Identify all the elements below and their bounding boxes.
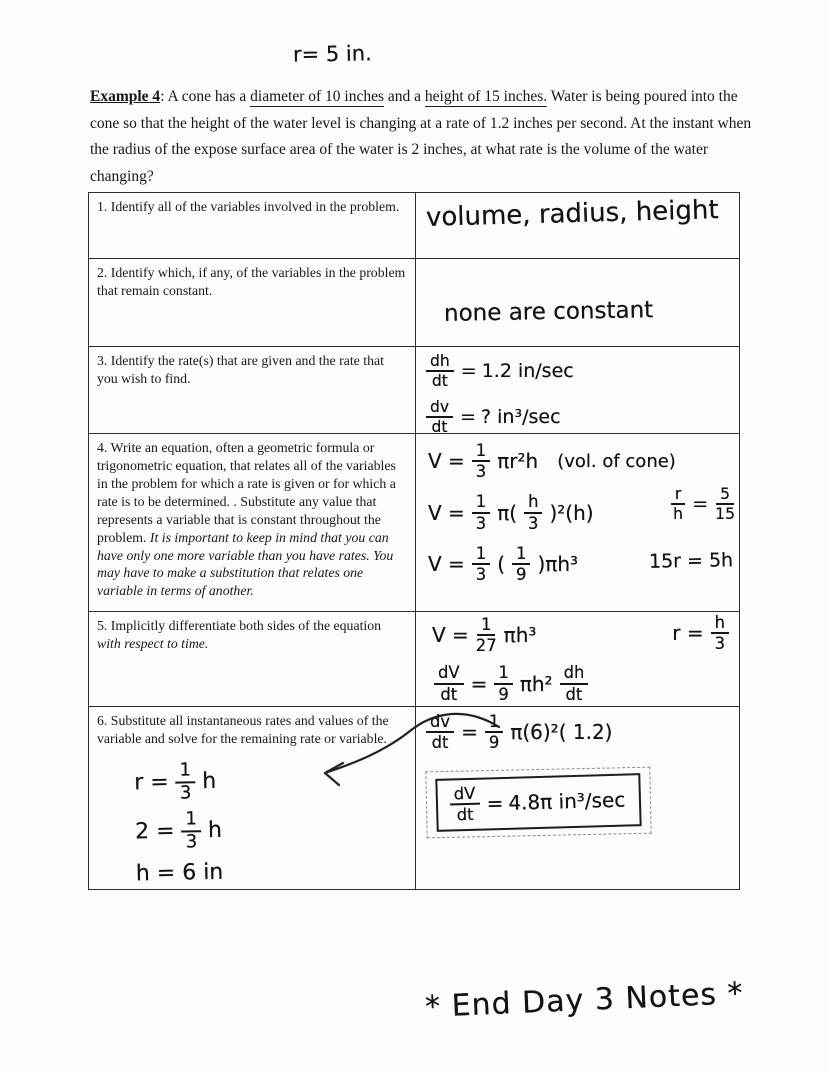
prompt-3-text: 3. Identify the rate(s) that are given and the rate that you wish to find.	[97, 353, 384, 386]
underlined-diameter-phrase: diameter of 10 inches	[250, 88, 385, 105]
substituted-formula-line: V = $\frac{1}{3}$ π( $\frac{h}{3}$ )²(h)	[428, 492, 594, 533]
final-answer-box: $\frac{dV}{dt}$ = 4.8π in³/sec	[435, 774, 642, 833]
table-row	[89, 434, 739, 612]
fraction-dv-dt: $\frac{dV}{dt}$	[449, 785, 480, 824]
handwritten-h-solution	[134, 757, 407, 888]
cone-volume-formula-line: V = $\frac{1}{3}$ πr²h (vol. of cone)	[428, 441, 676, 482]
prompt-cell-3	[89, 347, 416, 433]
r-equals-h-over-3-note: r = $\frac{h}{3}$	[672, 614, 731, 652]
two-equals-third-h-line: 2 = $\frac{1}{3}$ h	[134, 808, 223, 853]
example-label: Example 4	[90, 88, 161, 105]
volume-of-cone-note: (vol. of cone)	[557, 450, 676, 472]
answer-cell-1	[416, 193, 739, 258]
table-row	[89, 193, 739, 259]
prompt-4-text-1: 4. Write an equation, often a geometric formula or trigonometric equation, that relates all of the variables in the problem for which a rate is given or for which a rate is to be determined. .	[97, 440, 396, 509]
prompt-6-text: 6. Substitute all instantaneous rates and values of the variable and solve for the remaining rate or variable.	[97, 713, 389, 746]
table-row	[89, 707, 739, 889]
table-row	[89, 347, 739, 437]
rate-dh-dt-line: $\frac{dh}{dt}$ = 1.2 in/sec	[424, 353, 574, 390]
fraction-h-over-3: $\frac{h}{3}$	[711, 614, 729, 652]
fraction-one-third: $\frac{1}{3}$	[472, 442, 490, 480]
table-row	[89, 612, 739, 707]
handwritten-equations	[428, 442, 676, 583]
handwritten-differentiation	[432, 616, 590, 703]
prompt-5-text: 5. Implicitly differentiate both sides of the equation	[97, 618, 382, 633]
fraction-one-twentyseventh: $\frac{1}{27}$	[475, 615, 497, 656]
ratio-side-note: $\frac{r}{h}$ = $\frac{5}{15}$	[669, 486, 737, 523]
answer-cell-4	[416, 434, 739, 611]
prompt-2-text: 2. Identify which, if any, of the variables in the problem that remain constant.	[97, 265, 406, 298]
prompt-1-text: 1. Identify all of the variables involved in the problem.	[97, 199, 400, 214]
prompt-5-text-italic: with respect to time.	[97, 635, 209, 651]
prompt-cell-4	[89, 434, 416, 611]
proportion-side-note: 15r = 5h	[648, 549, 734, 573]
prompt-4-text-2: Substitute any value that represents a variable that is constant throughout the problem.	[97, 493, 381, 545]
underlined-height-phrase: height of 15 inches.	[424, 88, 548, 105]
example-text-1: : A cone has a	[160, 88, 251, 105]
fraction-one-third: $\frac{1}{3}$	[181, 810, 201, 852]
prompt-cell-5	[89, 612, 416, 706]
h-equals-6-line: h = 6 in	[135, 859, 224, 886]
prompt-cell-1	[89, 193, 416, 258]
substitution-line: $\frac{dv}{dt}$ = $\frac{1}{9}$ π(6)²( 1.2)	[424, 713, 651, 751]
fraction-dv-dt: $\frac{dv}{dt}$	[426, 399, 453, 436]
fraction-one-ninth: $\frac{1}{9}$	[512, 545, 530, 583]
answer-cell-6	[416, 707, 739, 889]
handwritten-rates	[424, 353, 574, 435]
handwritten-answer-constants: none are constant	[443, 297, 654, 327]
fraction-one-third: $\frac{1}{3}$	[472, 493, 490, 531]
simplified-formula-line: V = $\frac{1}{3}$ ( $\frac{1}{9}$ )πh³	[428, 543, 579, 585]
r-equals-third-h-line: r = $\frac{1}{3}$ h	[134, 759, 217, 804]
fraction-h-over-3: $\frac{h}{3}$	[524, 493, 542, 531]
fraction-one-ninth: $\frac{1}{9}$	[494, 664, 512, 702]
fraction-dh-dt: $\frac{dh}{dt}$	[560, 664, 589, 702]
fraction-dv-dt: $\frac{dV}{dt}$	[434, 664, 464, 702]
fraction-r-over-h: $\frac{r}{h}$	[671, 486, 685, 523]
example-paragraph	[90, 84, 752, 191]
answer-cell-5	[416, 612, 739, 706]
rate-dv-dt-line: $\frac{dv}{dt}$ = ? in³/sec	[424, 399, 574, 436]
volume-h-only-line: V = $\frac{1}{27}$ πh³	[432, 615, 537, 656]
handwritten-final-substitution	[424, 713, 651, 837]
fraction-one-third: $\frac{1}{3}$	[175, 761, 195, 803]
fraction-dh-dt: $\frac{dh}{dt}$	[426, 353, 454, 390]
handwritten-answer-variables: volume, radius, height	[425, 195, 719, 233]
hand-drawn-box-outline	[425, 767, 652, 839]
fraction-5-over-15: $\frac{5}{15}$	[715, 485, 735, 524]
prompt-cell-6	[89, 707, 416, 889]
answer-cell-2	[416, 259, 739, 346]
example-text-2: and a	[384, 88, 425, 105]
prompt-cell-2	[89, 259, 416, 346]
prompt-4-text-italic: It is important to keep in mind that you can have only one more variable than you have rates. You may have to make a substitution that relates one variable in terms of another.	[97, 529, 394, 599]
answer-cell-3	[416, 347, 739, 437]
fraction-dv-dt: $\frac{dv}{dt}$	[426, 713, 454, 751]
fraction-one-ninth: $\frac{1}{9}$	[485, 713, 503, 751]
handwritten-radius-note: r= 5 in.	[292, 41, 372, 67]
end-of-notes-annotation: * End Day 3 Notes *	[424, 976, 745, 1025]
derivative-line: $\frac{dV}{dt}$ = $\frac{1}{9}$ πh² $\frac{dh}{dt}$	[432, 664, 590, 702]
table-row	[89, 259, 739, 347]
example-text-3: Water is being poured into the cone so that the height of the water level is changing at a rate of 1.2 inches per second. At the instant when the radius of the expose surface area of the water is 2 inches, at what rate is the volume of the water changing?	[90, 88, 752, 185]
fraction-one-third: $\frac{1}{3}$	[472, 545, 490, 583]
worksheet-table	[88, 192, 740, 890]
